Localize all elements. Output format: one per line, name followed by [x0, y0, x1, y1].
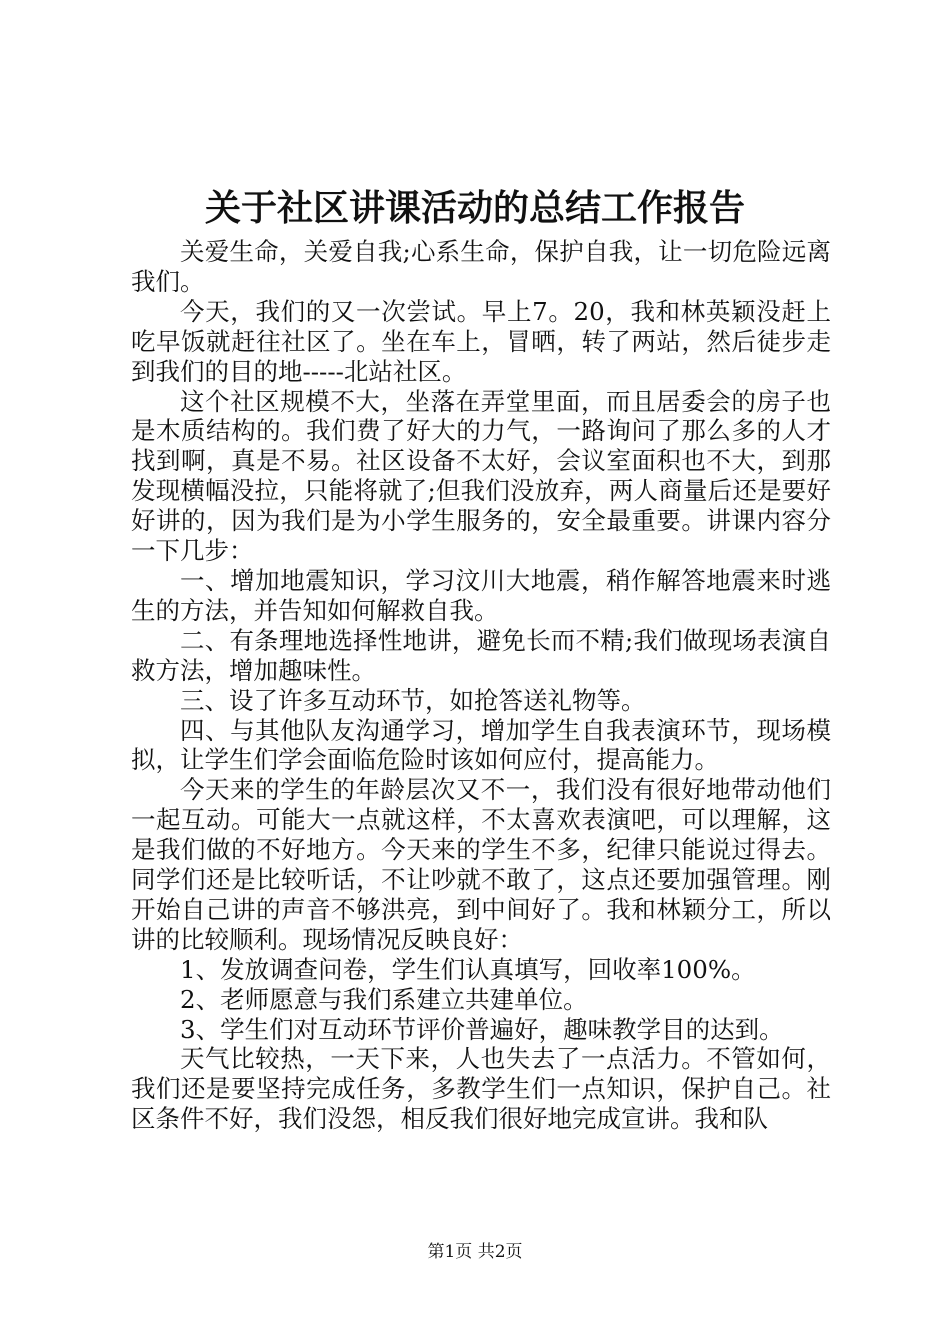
list-item: 2、老师愿意与我们系建立共建单位。 [180, 984, 588, 1014]
paragraph: 三、设了许多互动环节，如抢答送礼物等。 [180, 685, 646, 715]
paragraph: 关爱生命，关爱自我;心系生命，保护自我，让一切危险远离我们。 [131, 237, 831, 296]
page-number: 第1页 共2页 [427, 1242, 523, 1262]
paragraph: 一、增加地震知识，学习汶川大地震，稍作解答地震来时逃生的方法，并告知如何解救自我。 [131, 565, 831, 625]
document-body [131, 237, 831, 1134]
list-item: 3、学生们对互动环节评价普遍好，趣味教学目的达到。 [180, 1014, 784, 1044]
paragraph: 四、与其他队友沟通学习，增加学生自我表演环节，现场模拟，让学生们学会面临危险时该如何应付，提高能力。 [131, 715, 831, 775]
paragraph: 二、有条理地选择性地讲，避免长而不精;我们做现场表演自救方法，增加趣味性。 [131, 625, 831, 685]
paragraph: 今天，我们的又一次尝试。早上7。20，我和林英颖没赶上吃早饭就赶往社区了。坐在车上，冒晒，转了两站，然后徒步走到我们的目的地-----北站社区。 [131, 296, 831, 386]
list-item: 1、发放调查问卷，学生们认真填写，回收率100%。 [180, 954, 756, 984]
paragraph: 天气比较热，一天下来，人也失去了一点活力。不管如何，我们还是要坚持完成任务，多教学生们一点知识，保护自己。社区条件不好，我们没怨，相反我们很好地完成宣讲。我和队 [131, 1044, 831, 1134]
paragraph: 这个社区规模不大，坐落在弄堂里面，而且居委会的房子也是木质结构的。我们费了好大的力气，一路询问了那么多的人才找到啊，真是不易。社区设备不太好，会议室面积也不大，到那发现横幅没拉，只能将就了;但我们没放弃，两人商量后还是要好好讲的，因为我们是为小学生服务的，安全最重要。讲课内容分一下几步： [131, 386, 831, 566]
paragraph: 今天来的学生的年龄层次又不一，我们没有很好地带动他们一起互动。可能大一点就这样，不太喜欢表演吧，可以理解，这是我们做的不好地方。今天来的学生不多，纪律只能说过得去。同学们还是比较听话，不让吵就不敢了，这点还要加强管理。刚开始自己讲的声音不够洪亮，到中间好了。我和林颖分工，所以讲的比较顺利。现场情况反映良好： [131, 775, 831, 954]
document-title: 关于社区讲课活动的总结工作报告 [204, 187, 745, 229]
